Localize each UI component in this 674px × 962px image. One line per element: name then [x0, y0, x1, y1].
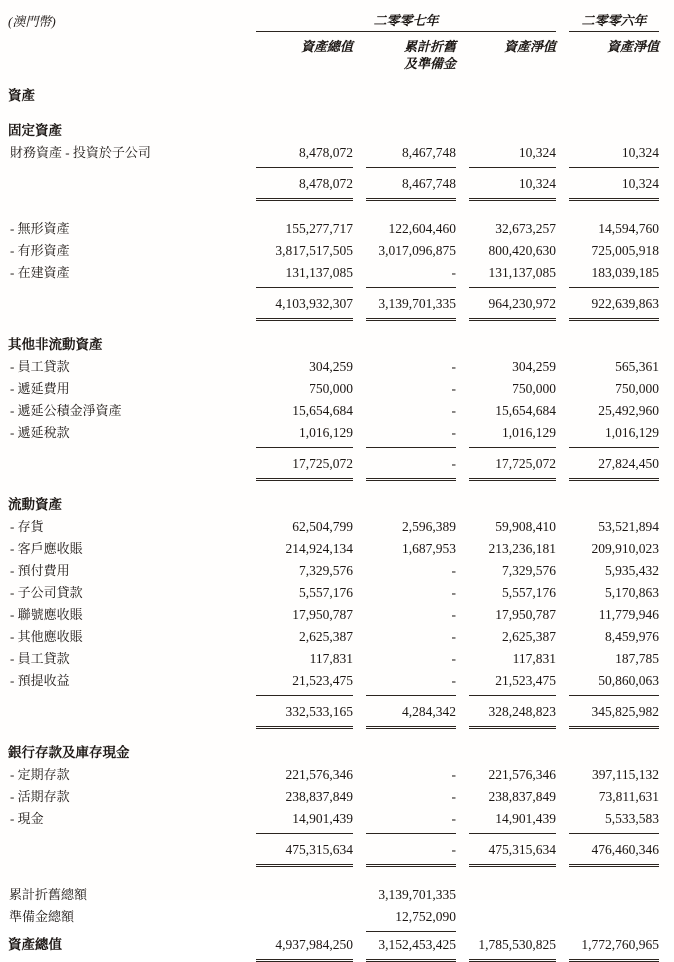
row-label: - 客戶應收賬 [10, 541, 83, 556]
cell-c3: 328,248,823 [469, 701, 556, 729]
cell-c2: - [451, 563, 456, 578]
cell-c1: 21,523,475 [256, 670, 353, 696]
table-row [8, 582, 668, 604]
cell-c3: 117,831 [512, 651, 556, 666]
cell-c4 [569, 884, 659, 906]
cell-c3: 221,576,346 [488, 767, 556, 782]
cell-c1: 8,478,072 [256, 142, 353, 168]
cell-c1: 14,901,439 [256, 808, 353, 834]
cell-c1: 750,000 [309, 381, 353, 396]
cell-c3 [469, 884, 556, 906]
cell-c2: - [451, 651, 456, 666]
cell-c4: 27,824,450 [569, 453, 659, 481]
cell-c4: 1,772,760,965 [569, 934, 659, 962]
cell-c1: 221,576,346 [285, 767, 353, 782]
cell-c4: 5,533,583 [569, 808, 659, 834]
row-label: 資產總值 [8, 937, 62, 952]
cell-c1: 214,924,134 [285, 541, 353, 556]
cell-c3: 17,950,787 [495, 607, 556, 622]
cell-c2 [366, 85, 456, 107]
table-row [8, 742, 668, 764]
cell-c4: 5,935,432 [605, 563, 659, 578]
table-row [8, 560, 668, 582]
cell-c4: 5,170,863 [605, 585, 659, 600]
cell-c1 [256, 120, 353, 142]
cell-c2: - [451, 359, 456, 374]
cell-c1: 17,725,072 [256, 453, 353, 481]
cell-c4: 11,779,946 [598, 607, 659, 622]
cell-c4: 922,639,863 [569, 293, 659, 321]
cell-c3: 1,016,129 [469, 422, 556, 448]
row-label: - 員工貸款 [10, 359, 70, 374]
column-header-line2: 及準備金 [403, 56, 456, 71]
cell-c1: 62,504,799 [292, 519, 353, 534]
table-row [8, 648, 668, 670]
column-header-net-value-2007: 資產淨值 [503, 39, 556, 54]
column-header-net-value-2006: 資產淨值 [606, 39, 659, 54]
cell-c3: 213,236,181 [488, 541, 556, 556]
row-label: - 遞延公積金淨資產 [10, 403, 122, 418]
table-row [8, 786, 668, 808]
cell-c3: 800,420,630 [488, 243, 556, 258]
row-label: - 遞延費用 [10, 381, 70, 396]
cell-c4: 345,825,982 [569, 701, 659, 729]
cell-c1: 4,103,932,307 [256, 293, 353, 321]
cell-c1: 8,478,072 [256, 173, 353, 201]
spacer-row [8, 872, 668, 884]
spacer-row [8, 206, 668, 218]
row-label: 固定資產 [8, 123, 62, 138]
table-row [8, 453, 668, 481]
table-row [8, 400, 668, 422]
cell-c1: 332,533,165 [256, 701, 353, 729]
table-row [8, 142, 668, 168]
table-row [8, 934, 668, 962]
row-label: 流動資產 [8, 497, 62, 512]
row-label: - 遞延稅款 [10, 425, 70, 440]
cell-c3: 10,324 [469, 173, 556, 201]
cell-c1: 238,837,849 [285, 789, 353, 804]
cell-c4 [569, 120, 659, 142]
cell-c3: 750,000 [512, 381, 556, 396]
cell-c2: - [451, 789, 456, 804]
table-row [8, 356, 668, 378]
cell-c1: 4,937,984,250 [256, 934, 353, 962]
table-row [8, 334, 668, 356]
row-label [8, 293, 248, 321]
cell-c4: 183,039,185 [569, 262, 659, 288]
row-label: - 其他應收賬 [10, 629, 83, 644]
cell-c1 [256, 742, 353, 764]
cell-c3: 475,315,634 [469, 839, 556, 867]
cell-c3: 1,785,530,825 [469, 934, 556, 962]
cell-c2: - [451, 403, 456, 418]
table-row [8, 670, 668, 696]
table-row [8, 626, 668, 648]
row-label: 資產 [8, 88, 35, 103]
cell-c4 [569, 334, 659, 356]
cell-c1 [256, 494, 353, 516]
cell-c2: - [451, 629, 456, 644]
cell-c3: 131,137,085 [469, 262, 556, 288]
cell-c2: - [366, 453, 456, 481]
cell-c2 [366, 334, 456, 356]
currency-note: (澳門幣) [8, 14, 56, 29]
cell-c2 [366, 742, 456, 764]
row-label: 累計折舊總額 [9, 887, 88, 902]
row-label: - 活期存款 [10, 789, 70, 804]
cell-c4: 10,324 [569, 142, 659, 168]
label-column-header [8, 38, 248, 72]
cell-c4 [569, 742, 659, 764]
cell-c2 [366, 120, 456, 142]
cell-c4: 476,460,346 [569, 839, 659, 867]
cell-c3: 964,230,972 [469, 293, 556, 321]
cell-c2: 3,017,096,875 [378, 243, 456, 258]
table-row [8, 494, 668, 516]
row-label: - 在建資產 [10, 265, 70, 280]
table-row [8, 808, 668, 834]
row-label: - 預付費用 [10, 563, 70, 578]
cell-c1: 131,137,085 [256, 262, 353, 288]
cell-c3: 17,725,072 [469, 453, 556, 481]
table-header-years [8, 10, 668, 32]
row-label: 銀行存款及庫存現金 [8, 745, 130, 760]
row-label: 財務資產 - 投資於子公司 [10, 145, 151, 160]
cell-c4 [569, 906, 659, 932]
table-row [8, 218, 668, 240]
table-row [8, 85, 668, 107]
cell-c2: 12,752,090 [366, 906, 456, 932]
cell-c1: 3,817,517,505 [275, 243, 353, 258]
table-row [8, 173, 668, 201]
cell-c4: 187,785 [615, 651, 659, 666]
table-row [8, 701, 668, 729]
cell-c3: 304,259 [512, 359, 556, 374]
table-row [8, 422, 668, 448]
row-label: - 存貨 [10, 519, 44, 534]
table-row [8, 839, 668, 867]
cell-c2: - [366, 839, 456, 867]
table-row [8, 378, 668, 400]
cell-c4: 725,005,918 [591, 243, 659, 258]
cell-c3: 7,329,576 [502, 563, 556, 578]
cell-c2: - [451, 607, 456, 622]
cell-c2: 122,604,460 [388, 221, 456, 236]
cell-c4: 209,910,023 [591, 541, 659, 556]
row-label: - 有形資產 [10, 243, 70, 258]
cell-c3: 10,324 [469, 142, 556, 168]
cell-c3 [469, 85, 556, 107]
cell-c4 [569, 85, 659, 107]
cell-c1: 17,950,787 [292, 607, 353, 622]
year-2007-header: 二零零七年 [256, 10, 556, 32]
cell-c4: 73,811,631 [598, 789, 659, 804]
cell-c3: 5,557,176 [502, 585, 556, 600]
cell-c1 [256, 906, 353, 932]
cell-c2: 3,139,701,335 [378, 887, 456, 902]
cell-c2: - [451, 381, 456, 396]
cell-c4: 8,459,976 [605, 629, 659, 644]
cell-c1: 5,557,176 [299, 585, 353, 600]
cell-c4: 750,000 [615, 381, 659, 396]
cell-c3: 15,654,684 [495, 403, 556, 418]
cell-c4: 565,361 [615, 359, 659, 374]
row-label: - 現金 [10, 811, 44, 826]
row-label: 準備金總額 [9, 909, 75, 924]
cell-c2: 8,467,748 [366, 173, 456, 201]
table-row [8, 240, 668, 262]
cell-c3 [469, 120, 556, 142]
table-row [8, 764, 668, 786]
cell-c4: 53,521,894 [598, 519, 659, 534]
cell-c2: 2,596,389 [402, 519, 456, 534]
year-2006-header: 二零零六年 [569, 10, 659, 32]
row-label: 其他非流動資產 [8, 337, 103, 352]
cell-c4: 25,492,960 [598, 403, 659, 418]
cell-c3 [469, 742, 556, 764]
cell-c1 [256, 85, 353, 107]
cell-c1: 7,329,576 [299, 563, 353, 578]
cell-c1: 2,625,387 [299, 629, 353, 644]
table-row [8, 538, 668, 560]
cell-c1: 117,831 [309, 651, 353, 666]
cell-c2: - [366, 422, 456, 448]
cell-c3: 21,523,475 [469, 670, 556, 696]
cell-c2: 4,284,342 [366, 701, 456, 729]
cell-c1: 1,016,129 [256, 422, 353, 448]
row-label [8, 173, 248, 201]
row-label: - 員工貸款 [10, 651, 70, 666]
cell-c2 [366, 494, 456, 516]
column-header-gross-value: 資產總值 [300, 39, 353, 54]
row-label: - 聯號應收賬 [10, 607, 83, 622]
cell-c1: 304,259 [309, 359, 353, 374]
row-label [8, 839, 248, 867]
cell-c2: - [366, 262, 456, 288]
cell-c3 [469, 334, 556, 356]
cell-c3 [469, 906, 556, 932]
table-row [8, 262, 668, 288]
cell-c4: 10,324 [569, 173, 659, 201]
cell-c3: 14,901,439 [469, 808, 556, 834]
table-row [8, 906, 668, 932]
cell-c1 [256, 884, 353, 906]
cell-c1 [256, 334, 353, 356]
row-label [8, 701, 248, 729]
cell-c3: 59,908,410 [495, 519, 556, 534]
cell-c4: 397,115,132 [592, 767, 659, 782]
table-row [8, 884, 668, 906]
cell-c3 [469, 494, 556, 516]
cell-c2: 3,139,701,335 [366, 293, 456, 321]
cell-c4: 1,016,129 [569, 422, 659, 448]
cell-c2: 8,467,748 [366, 142, 456, 168]
cell-c2: 1,687,953 [402, 541, 456, 556]
row-label [8, 453, 248, 481]
cell-c1: 155,277,717 [285, 221, 353, 236]
cell-c1: 15,654,684 [292, 403, 353, 418]
table-row [8, 516, 668, 538]
row-label: - 預提收益 [10, 673, 70, 688]
table-column-headers [8, 38, 668, 72]
table-row [8, 604, 668, 626]
row-label: - 無形資產 [10, 221, 70, 236]
cell-c3: 238,837,849 [488, 789, 556, 804]
table-row [8, 120, 668, 142]
cell-c2: - [366, 670, 456, 696]
statement-rows [8, 85, 668, 962]
cell-c3: 32,673,257 [495, 221, 556, 236]
cell-c4 [569, 494, 659, 516]
cell-c2: 3,152,453,425 [366, 934, 456, 962]
cell-c3: 2,625,387 [502, 629, 556, 644]
cell-c2: - [366, 808, 456, 834]
column-header-line1: 累計折舊 [403, 39, 456, 54]
row-label: - 定期存款 [10, 767, 70, 782]
cell-c4: 14,594,760 [598, 221, 659, 236]
cell-c4: 50,860,063 [569, 670, 659, 696]
row-label: - 子公司貸款 [10, 585, 83, 600]
cell-c2: - [451, 767, 456, 782]
column-header-accumulated-depreciation [366, 38, 456, 72]
table-row [8, 293, 668, 321]
cell-c2: - [451, 585, 456, 600]
cell-c1: 475,315,634 [256, 839, 353, 867]
